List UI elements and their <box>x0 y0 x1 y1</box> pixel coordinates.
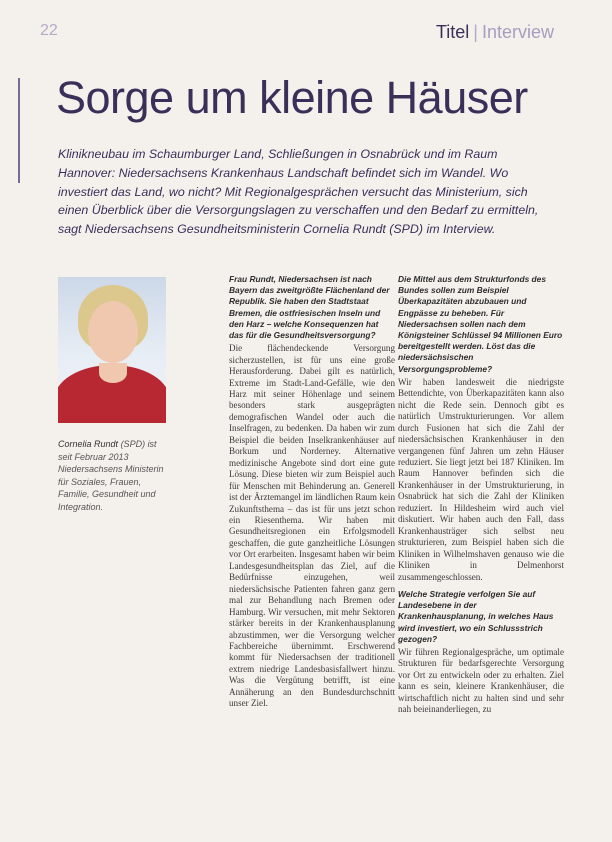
section-header <box>436 22 554 43</box>
section-separator: | <box>473 22 478 42</box>
interview-answer-2: Wir haben landesweit die niedrigste Bettendichte, von Überkapazitäten kann also nicht die Rede sein. Dennoch gibt es natürlich Umstrukturierungen. Vor allem durch Fusionen hat sich die Zahl der niedersächsischen Krankenhäuser in den vergangenen fünf Jahren um zehn Häuser reduziert. Sie liegt jetzt bei 187 Kliniken. Im Raum Hannover befinden sich die Krankenhäuser in der Umstrukturierung, in Osnabrück hat sich die Zahl der Kliniken reduziert. In Hildesheim wird auch viel diskutiert. Wir haben auch den Fall, dass Krankenhausträger sich selbst neu strukturieren, zum Beispiel haben sich die Kliniken in Wilhelmshaven genauso wie die Kliniken in Delmenhorst zusammengeschlossen. <box>398 376 564 582</box>
page-number: 22 <box>40 22 58 39</box>
text-column-1 <box>229 274 395 716</box>
interview-question-2: Die Mittel aus dem Strukturfonds des Bundes sollen zum Beispiel Überkapazitäten abzubauen und Engpässe zu beheben. Für Niedersachsen sollen nach dem Königsteiner Schlüssel 94 Millionen Euro bereitgestellt werden. Löst das die niedersächsischen Versorgungsprobleme? <box>398 274 563 374</box>
text-column-2 <box>398 274 564 722</box>
section-label: Titel <box>435 22 470 42</box>
interview-question-1: Frau Rundt, Niedersachsen ist nach Bayern das zweitgrößte Flächenland der Republik. Sie haben den Stadtstaat Bremen, die ostfriesischen Inseln und den Harz – welche Konsequenzen hat das für die Gesundheitsversorgung? <box>229 274 390 341</box>
photo-caption <box>58 438 168 513</box>
article-headline: Sorge um kleine Häuser <box>56 72 528 123</box>
caption-text: (SPD) ist seit Februar 2013 Niedersachsens Ministerin für Soziales, Frauen, Familie, Gesundheit und Integration. <box>58 439 164 512</box>
interview-question-3: Welche Strategie verfolgen Sie auf Landesebene in der Krankenhausplanung, in welches Haus wird investiert, wo ein Schlussstrich gezogen? <box>398 588 554 644</box>
article-lead: Klinikneubau im Schaumburger Land, Schließungen in Osnabrück und im Raum Hannover: Niedersachsens Krankenhaus Landschaft befindet sich im Wandel. Wo investiert das Land, wo nicht? Mit Regionalgesprächen versucht das Ministerium, sich einen Überblick über die Versorgungslagen zu verschaffen und den Bedarf zu ermitteln, sagt Niedersachsens Gesundheitsministerin Cornelia Rundt (SPD) im Interview. <box>58 147 539 237</box>
portrait-photo <box>58 277 166 423</box>
interview-answer-3: Wir führen Regionalgespräche, um optimale Strukturen für bedarfsgerechte Versorgung vor Ort zu entwickeln oder zu erhalten. Ziel kann es sein, kleinere Krankenhäuser, die wirtschaftlich nicht zu halten sind und sehr nah beieinanderliegen, zu <box>398 647 564 715</box>
margin-rule <box>18 78 20 183</box>
section-sublabel: Interview <box>481 22 554 42</box>
interview-answer-1: Die flächendeckende Versorgung sicherzustellen, ist für uns eine große Herausforderung. Dabei gilt es natürlich, Extreme im Stadt-Land-Gefälle, wie den Harz mit seiner Höhenlage und seinem besonders stark ausgeprägten demografischen Wandel oder auch die Inselfragen, zu bedenken. Da haben wir zum Beispiel die beiden Inselkrankenhäuser auf Borkum und Norderney. Alternative medizinische Angebote sind dort eine gute Lösung. Diese bieten wir zum Beispiel auch für Menschen mit Behinderung an. Generell ist der Ärztemangel im ländlichen Raum kein Zukunftsthema – das ist für uns jetzt schon ein Riesenthema. Wir haben mit Gesundheitsregionen ein Erfolgsmodell geschaffen, die gute ganzheitliche Lösungen vor Ort erarbeiten. Insgesamt haben wir beim Landesgesundheitsplan das Ziel, auf die Bedürfnisse einzugehen, weil niedersächsische Patienten fahren ganz gern mal zur Behandlung nach Bremen oder Hamburg. Wir versuchen, mit mehr Sektoren stärker bereits in der Krankenhausplanung abzustimmen, wer die Versorgung welcher Fachbereiche übernimmt. Erschwerend kommt für Niedersachsen der traditionell extrem niedrige Landesbasisfallwert hinzu. Was die Vergütung betrifft, ist eine Annäherung an den Bundesdurchschnitt unser Ziel. <box>229 343 395 709</box>
caption-name: Cornelia Rundt <box>58 439 119 449</box>
